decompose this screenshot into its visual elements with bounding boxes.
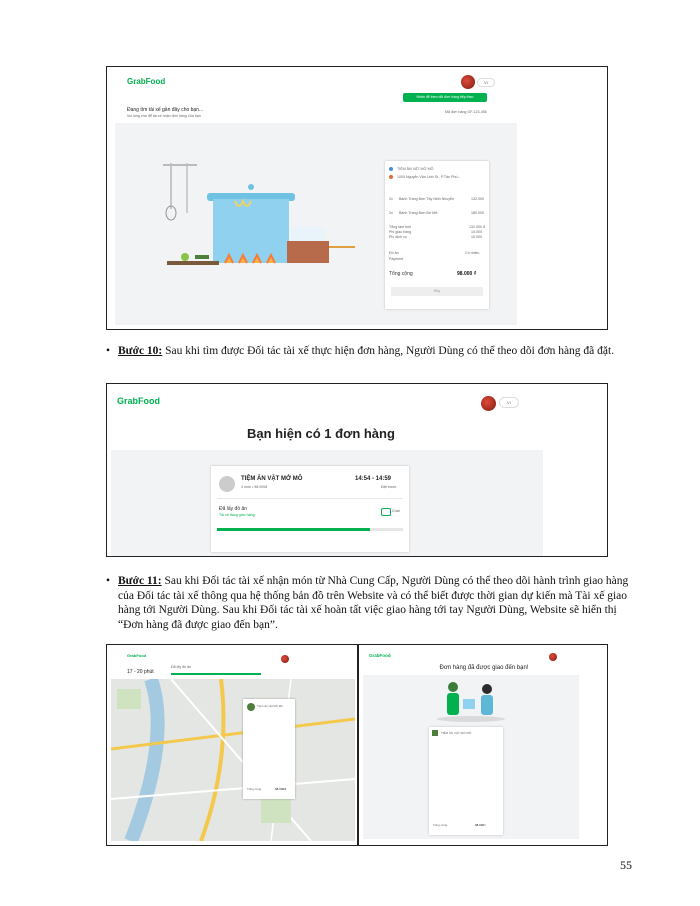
store-name: Tiệm ăn vặt Mở Mô (257, 704, 283, 708)
store-name: TIỆM ĂN VẶT MỞ MÔ (441, 731, 472, 735)
store-pin-icon (389, 167, 393, 171)
total-value: 98.000 ₫ (457, 271, 477, 277)
subtotal-value: 132.000 đ (469, 225, 485, 229)
header-area (111, 649, 355, 679)
delivery-fee-label: Phí giao hàng (389, 230, 412, 234)
payment-label: Payment (389, 257, 404, 261)
service-fee-label: Phí dịch vụ (389, 235, 407, 239)
delivery-handoff-illustration (363, 675, 579, 735)
total-value: 98.000₫ (475, 823, 486, 827)
total-label: Tổng cộng (247, 787, 262, 791)
screenshot-tracking-map (106, 644, 358, 846)
cutlery-label: Đồ ăn (389, 251, 399, 255)
avatar[interactable] (461, 75, 475, 89)
order-meta: 4 món • 98.000đ (241, 485, 268, 489)
item-qty: 2x (389, 197, 393, 201)
screenshot-finding-driver (106, 66, 608, 330)
map[interactable] (111, 679, 355, 841)
step-11-paragraph (106, 574, 638, 632)
delivered-title: Đơn hàng đã được giao đến bạn! (439, 665, 529, 671)
grabfood-logo[interactable]: GrabFood (127, 77, 166, 86)
language-select[interactable]: VI (477, 78, 495, 87)
header-area (111, 386, 543, 452)
store-avatar (247, 703, 255, 711)
step-text: Sau khi tìm được Đối tác tài xế thực hiện đơn hàng, Người Dùng có thể theo dõi đơn hàng đã đặt. (162, 345, 615, 357)
finding-subtitle: Vui lòng chờ để tài xế nhận đơn hàng của bạn (127, 114, 201, 118)
item-qty: 2x (389, 211, 393, 215)
order-id: Mã đơn hàng GF-123-456 (445, 110, 487, 114)
page-title: Bạn hiện có 1 đơn hàng (247, 426, 395, 441)
item-name: Bánh Tráng Bơn Bơ Mỡ (399, 211, 438, 215)
order-summary-card (429, 727, 503, 835)
item-price: 180.000 (471, 211, 484, 215)
map-roads (111, 679, 355, 841)
language-select[interactable]: VI (499, 397, 519, 408)
order-card[interactable] (211, 466, 409, 552)
order-status: Đã lấy đồ ăn (219, 506, 248, 512)
avatar[interactable] (481, 396, 496, 411)
step-text: Sau khi Đối tác tài xế nhận món từ Nhà Cung Cấp, Người Dùng có thể theo dõi hành trình giao hàng của Đối tác tài xế thông qua hệ thống bản đồ trên Website và có thể biết được thời gian dự kiến mà Tài xế giao hàng tới Người Dùng. Sau khi Đối tác tài xế hoàn tất việc giao hàng tới tay Người Dùng, Website sẽ hiển thị “Đơn hàng đã được giao đến bạn”. (118, 575, 629, 631)
header-area (363, 649, 605, 675)
divider (217, 498, 403, 499)
subtotal-label: Tổng tạm tính (389, 225, 412, 229)
eta: 17 - 20 phút (127, 669, 154, 675)
grabfood-logo[interactable]: GrabFood (369, 653, 391, 658)
cancel-button[interactable]: Hủy (391, 287, 483, 296)
delivery-time-sub: Đặt trước (381, 485, 397, 489)
step-label: Bước 11: (118, 575, 162, 587)
grabfood-logo[interactable]: GrabFood (117, 396, 160, 406)
chat-icon[interactable] (381, 508, 391, 516)
delivery-fee-value: 15.000 (471, 230, 482, 234)
item-price: 132.000 (471, 197, 484, 201)
track-next-order-button[interactable]: Nhấn để theo dõi đơn hàng tiếp theo (403, 93, 487, 102)
order-summary-card (385, 161, 489, 309)
screenshot-current-orders (106, 383, 608, 557)
store-avatar (219, 476, 235, 492)
service-fee-value: 10.000 (471, 235, 482, 239)
progress-bar (171, 673, 261, 675)
progress-fill (217, 528, 370, 531)
store-name: TIỆM ĂN VẶT MỞ MÔ (241, 476, 303, 482)
delivered-area (363, 675, 579, 839)
step-label: Bước 10: (118, 345, 163, 357)
delivery-address: 1000 Nguyễn Văn Linh St., P.Tân Phú... (397, 175, 461, 179)
bullet-icon: • (106, 345, 111, 357)
screenshot-delivered (358, 644, 608, 846)
delivery-time: 14:54 - 14:59 (355, 476, 392, 482)
page-number: 55 (620, 858, 632, 872)
bullet-icon: • (106, 575, 111, 587)
order-status-sub: Tài xế đang giao hàng (219, 513, 255, 517)
total-value: 98.000đ (275, 787, 286, 791)
cutlery-value[interactable]: Có nhiều (465, 251, 480, 255)
chat-label[interactable]: Chat (392, 509, 400, 513)
avatar[interactable] (281, 655, 289, 663)
progress-track (217, 528, 403, 531)
total-label: Tổng cộng (389, 271, 413, 277)
order-panel (243, 699, 295, 799)
grabfood-logo[interactable]: GrabFood (127, 653, 147, 658)
item-name: Bánh Tráng Bơn Tây Ninh Nhuyễn (399, 197, 455, 201)
header-area (115, 71, 601, 123)
step-10-paragraph (106, 344, 638, 359)
store-name: TIỆM ĂN VẶT MỞ MÔ (397, 167, 434, 171)
finding-title: Đang tìm tài xế gần đây cho bạn... (127, 107, 204, 113)
tracking-status: Đã lấy đồ ăn (171, 665, 192, 669)
total-label: Tổng cộng (433, 823, 448, 827)
address-pin-icon (389, 175, 393, 179)
avatar[interactable] (549, 653, 557, 661)
store-avatar (432, 730, 438, 736)
